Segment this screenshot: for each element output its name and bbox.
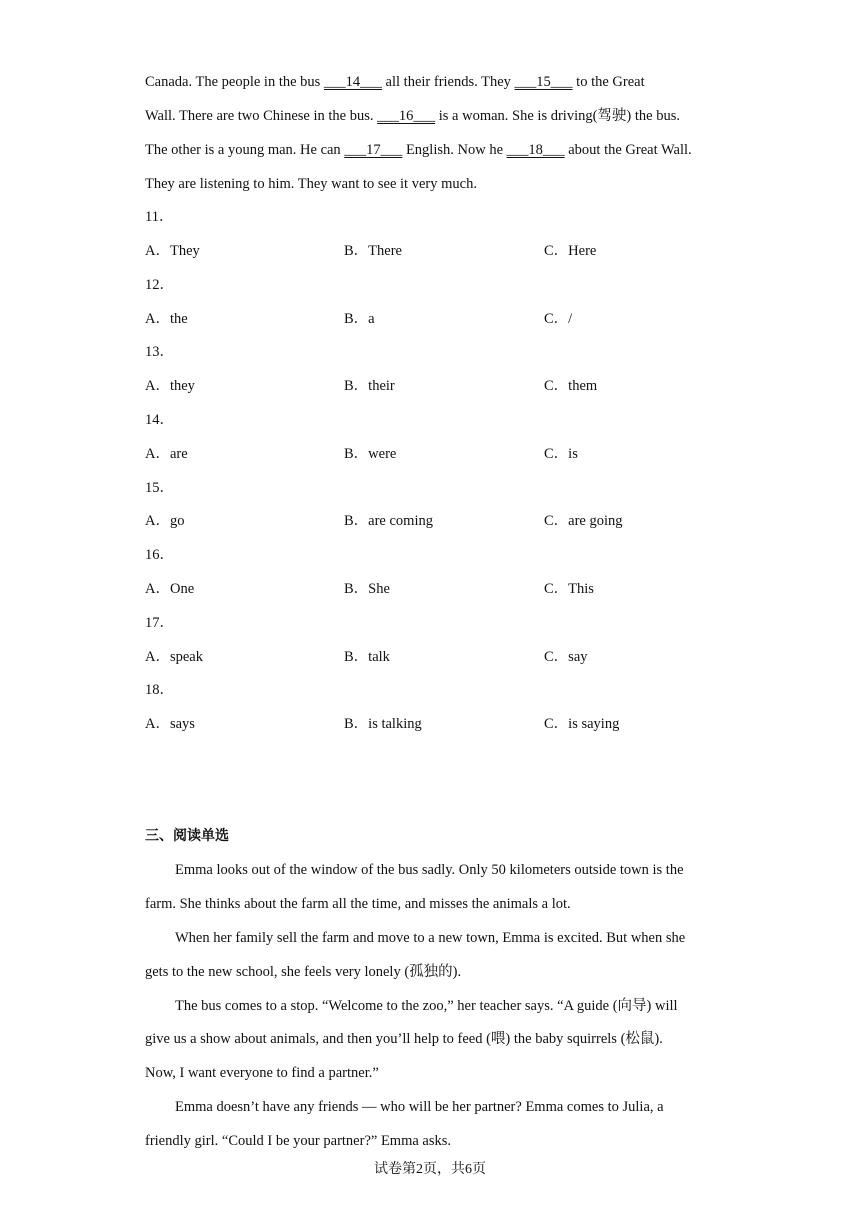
option-b[interactable]: B．talk: [344, 649, 390, 665]
option-b[interactable]: B．She: [344, 581, 390, 597]
option-a[interactable]: A．go: [145, 513, 185, 529]
option-c[interactable]: C．are going: [544, 513, 623, 529]
option-a[interactable]: A．the: [145, 311, 188, 327]
reading-line: give us a show about animals, and then you’ll help to feed (喂) the baby squirrels (松鼠).: [145, 1031, 663, 1047]
option-c[interactable]: C．Here: [544, 243, 597, 259]
cloze-text: Canada. The people in the bus: [145, 74, 324, 90]
reading-line: Emma looks out of the window of the bus sadly. Only 50 kilometers outside town is the: [175, 862, 684, 878]
cloze-line-3: [145, 140, 692, 160]
cloze-text: is a woman. She is driving(驾驶) the bus.: [435, 108, 680, 124]
reading-line: The bus comes to a stop. “Welcome to the zoo,” her teacher says. “A guide (向导) will: [175, 998, 678, 1014]
option-b[interactable]: B．their: [344, 378, 395, 394]
question-number: 15．: [145, 480, 174, 496]
question-number: 18．: [145, 682, 174, 698]
question-number: 17．: [145, 615, 174, 631]
option-c[interactable]: C．/: [544, 311, 573, 327]
reading-line: Now, I want everyone to find a partner.”: [145, 1065, 379, 1081]
blank-15: ___15___: [514, 74, 573, 90]
option-b[interactable]: B．There: [344, 243, 402, 259]
section-title: 三、阅读单选: [145, 828, 229, 844]
option-a[interactable]: A．says: [145, 716, 195, 732]
blank-14: ___14___: [323, 74, 382, 90]
blank-17: ___17___: [344, 142, 403, 158]
question-number: 11．: [145, 209, 174, 225]
cloze-line-1: [145, 72, 645, 92]
question-number: 16．: [145, 547, 174, 563]
cloze-text: about the Great Wall.: [564, 142, 692, 158]
reading-line: Emma doesn’t have any friends — who will be her partner? Emma comes to Julia, a: [175, 1099, 664, 1115]
option-a[interactable]: A．They: [145, 243, 200, 259]
option-c[interactable]: C．This: [544, 581, 594, 597]
blank-16: ___16___: [377, 108, 436, 124]
cloze-text: English. Now he: [402, 142, 507, 158]
cloze-text: to the Great: [572, 74, 645, 90]
cloze-line-2: [145, 106, 680, 126]
option-a[interactable]: A．One: [145, 581, 195, 597]
option-b[interactable]: B．are coming: [344, 513, 433, 529]
blank-18: ___18___: [506, 142, 565, 158]
reading-line: farm. She thinks about the farm all the time, and misses the animals a lot.: [145, 896, 571, 912]
option-b[interactable]: B．were: [344, 446, 397, 462]
option-c[interactable]: C．is saying: [544, 716, 620, 732]
reading-line: friendly girl. “Could I be your partner?” Emma asks.: [145, 1133, 452, 1149]
option-a[interactable]: A．speak: [145, 649, 203, 665]
page-footer: 试卷第2页，共6页: [374, 1162, 486, 1177]
question-number: 13．: [145, 344, 174, 360]
option-a[interactable]: A．they: [145, 378, 195, 394]
cloze-line-4: They are listening to him. They want to see it very much.: [145, 176, 477, 192]
option-a[interactable]: A．are: [145, 446, 188, 462]
option-b[interactable]: B．a: [344, 311, 375, 327]
option-b[interactable]: B．is talking: [344, 716, 422, 732]
cloze-text: Wall. There are two Chinese in the bus.: [145, 108, 378, 124]
cloze-text: The other is a young man. He can: [145, 142, 345, 158]
reading-line: When her family sell the farm and move to a new town, Emma is excited. But when she: [175, 930, 686, 946]
option-c[interactable]: C．is: [544, 446, 578, 462]
option-c[interactable]: C．them: [544, 378, 598, 394]
reading-line: gets to the new school, she feels very lonely (孤独的).: [145, 964, 462, 980]
question-number: 14．: [145, 412, 174, 428]
option-c[interactable]: C．say: [544, 649, 588, 665]
cloze-text: all their friends. They: [381, 74, 515, 90]
question-number: 12．: [145, 277, 174, 293]
